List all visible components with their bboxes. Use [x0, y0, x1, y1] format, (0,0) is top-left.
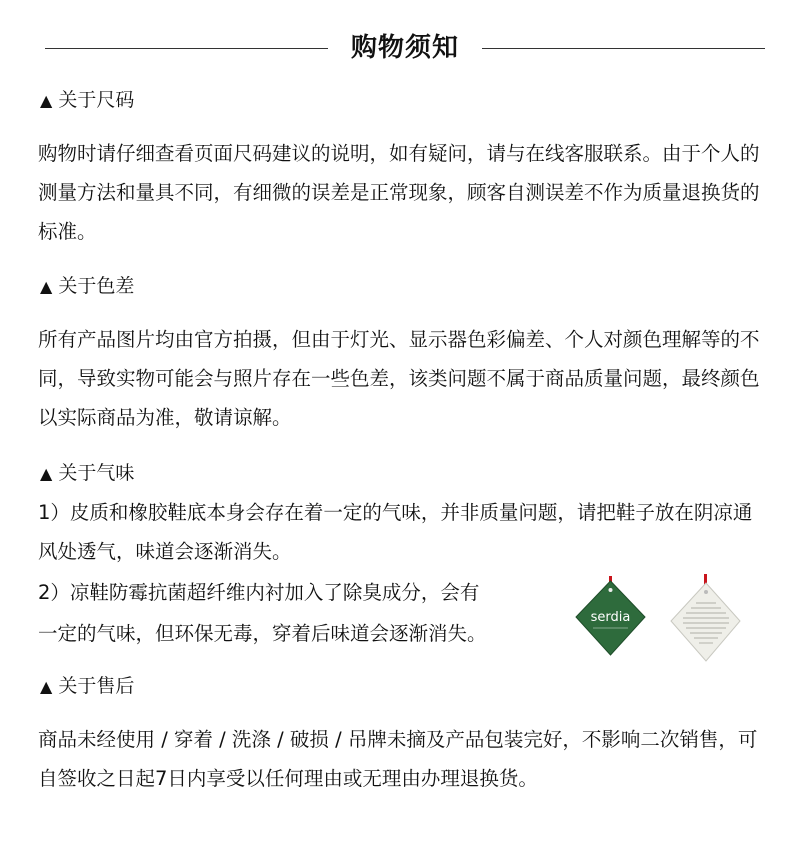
section-title-aftersales: [40, 673, 134, 700]
section-title-label: 关于售后: [58, 675, 135, 697]
section-text-color: 所有产品图片均由官方拍摄，但由于灯光、显示器色彩偏差、个人对颜色理解等的不同，导致实物可能会与照片存在一些色差，该类问题不属于商品质量问题，最终颜色以实际商品为准，敬请谅解。: [38, 328, 760, 429]
triangle-bullet-icon: ▲: [40, 677, 53, 696]
header-divider-left: [45, 48, 328, 49]
triangle-bullet-icon: ▲: [40, 91, 53, 110]
white-hang-tag: [671, 574, 740, 661]
odor-item-2-line-2: 一定的气味，但环保无毒，穿着后味道会逐渐消失。: [38, 622, 487, 645]
section-title-label: 关于尺码: [58, 89, 135, 111]
odor-item-2-line-1: 2）凉鞋防霉抗菌超纤维内衬加入了除臭成分，会有: [38, 581, 480, 604]
green-hang-tag: [576, 576, 645, 655]
page-header: [0, 28, 790, 68]
triangle-bullet-icon: ▲: [40, 464, 53, 483]
tag-brand-text: serdia: [590, 610, 631, 625]
section-text-aftersales: 商品未经使用 / 穿着 / 洗涤 / 破损 / 吊牌未摘及产品包装完好，不影响二次销售，可自签收之日起7日内享受以任何理由或无理由办理退换货。: [38, 728, 758, 790]
hang-tags-image: [575, 573, 755, 668]
odor-item-1: 1）皮质和橡胶鞋底本身会存在着一定的气味，并非质量问题，请把鞋子放在阴凉通风处透气，味道会逐渐消失。: [38, 501, 753, 563]
hang-tags-illustration: [575, 573, 755, 668]
section-title-label: 关于色差: [58, 275, 135, 297]
triangle-bullet-icon: ▲: [40, 277, 53, 296]
section-title-color: [40, 273, 134, 300]
section-title-size: [40, 87, 134, 114]
header-divider-right: [482, 48, 765, 49]
section-title-label: 关于气味: [58, 462, 135, 484]
section-text-size: 购物时请仔细查看页面尺码建议的说明，如有疑问，请与在线客服联系。由于个人的测量方法和量具不同，有细微的误差是正常现象，顾客自测误差不作为质量退换货的标准。: [38, 142, 760, 243]
section-title-odor: [40, 460, 134, 487]
page-title: 购物须知: [350, 33, 459, 63]
